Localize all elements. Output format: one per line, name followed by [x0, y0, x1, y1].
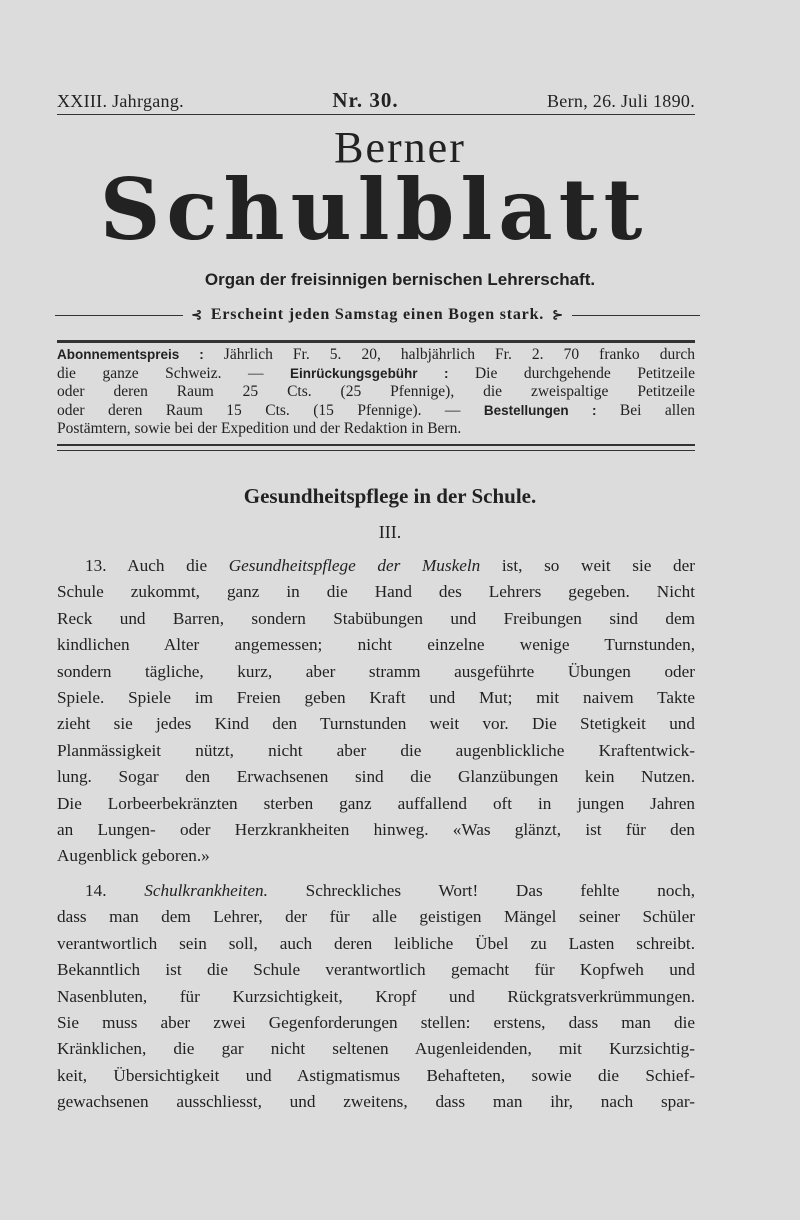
body-line: keit, Übersichtigkeit und Astigmatismus Behafteten, sowie die Schief- [57, 1065, 695, 1085]
body-line: Bekanntlich ist die Schule verantwortlich gemacht für Kopfweh und [57, 960, 695, 980]
body-line: verantwortlich sein soll, auch deren leibliche Übel zu Lasten schreibt. [57, 933, 695, 953]
title-main: Schulblatt [99, 160, 649, 259]
body-line: sondern tägliche, kurz, aber stramm ausgeführte Übungen oder [57, 661, 695, 681]
masthead-rule [57, 114, 695, 115]
place-date: Bern, 26. Juli 1890. [547, 91, 695, 111]
ornament-right-icon: ⊱ [552, 307, 564, 322]
body-line: dass man dem Lehrer, der für alle geistigen Mängel seiner Schüler [57, 907, 695, 927]
body-line: Spiele. Spiele im Freien geben Kraft und Mut; mit naivem Takte [57, 688, 695, 708]
article-body [57, 553, 695, 1116]
subscription-bottom-rule-thin [57, 450, 695, 451]
article-part: III. [378, 522, 402, 542]
frequency-line [55, 306, 700, 324]
body-line: Kränklichen, die gar nicht seltenen Augenleidenden, mit Kurzsichtig- [57, 1039, 695, 1059]
paragraph-gap [57, 870, 695, 878]
paragraph-13-first-line: 13. Auch die Gesundheitspflege der Muskeln ist, so weit sie der [85, 556, 696, 575]
body-line: Die Lorbeerbekränzten sterben ganz auffallend oft in jungen Jahren [57, 793, 695, 813]
body-line: an Lungen- oder Herzkrankheiten hinweg. «Was glänzt, ist für den [57, 820, 695, 840]
subscription-bottom-rule [57, 444, 695, 446]
body-line: gewachsenen ausschliesst, und zweitens, dass man ihr, nach spar- [57, 1092, 695, 1112]
subscription-line-2: die ganze Schweiz. — Einrückungsgebühr : Die durchgehende Petitzeile [57, 364, 695, 382]
article-title: Gesundheitspflege in der Schule. [243, 484, 537, 508]
masthead-info-line [57, 88, 695, 113]
body-line: Augenblick geboren.» [57, 846, 210, 866]
subscription-line-1: Abonnementspreis : Jährlich Fr. 5. 20, halbjährlich Fr. 2. 70 franko durch [57, 346, 695, 363]
body-line: Reck und Barren, sondern Stabübungen und Freibungen sind dem [57, 608, 695, 628]
body-line: Schule zukommt, ganz in die Hand des Lehrers gegeben. Nicht [57, 582, 695, 602]
subscription-line-4: oder deren Raum 15 Cts. (15 Pfennige). — Bestellungen : Bei allen [57, 401, 695, 419]
subtitle: Organ der freisinnigen bernischen Lehrerschaft. [204, 270, 596, 289]
body-line: kindlichen Alter angemessen; nicht einzelne wenige Turnstunden, [57, 635, 695, 655]
body-line: Planmässigkeit nützt, nicht aber die augenblickliche Kraftentwick- [57, 740, 695, 760]
body-line: Nasenbluten, für Kurzsichtigkeit, Kropf und Rückgratsverkrümmungen. [57, 986, 695, 1006]
subscription-top-rule [57, 340, 695, 343]
subscription-line-3: oder deren Raum 25 Cts. (25 Pfennige), die zweispaltige Petitzeile [57, 383, 695, 400]
volume-label: XXIII. Jahrgang. [57, 91, 184, 111]
paragraph-14-first-line: 14. Schulkrankheiten. Schreckliches Wort! Das fehlte noch, [85, 880, 696, 900]
subscription-line-5: Postämtern, sowie bei der Expedition und der Redaktion in Bern. [57, 420, 462, 437]
body-line: zieht sie jedes Kind den Turnstunden weit vor. Die Stetigkeit und [57, 714, 695, 734]
divider-left [55, 315, 183, 316]
frequency-text: Erscheint jeden Samstag einen Bogen stark. [210, 306, 545, 323]
body-line: Sie muss aber zwei Gegenforderungen stellen: erstens, dass man die [57, 1012, 695, 1032]
divider-right [572, 315, 700, 316]
ornament-left-icon: ⊰ [191, 307, 203, 322]
title-top: Berner [334, 123, 466, 172]
body-line: lung. Sogar den Erwachsenen sind die Glanzübungen kein Nutzen. [57, 767, 695, 787]
subscription-block [57, 346, 695, 439]
issue-number: Nr. 30. [332, 88, 399, 112]
